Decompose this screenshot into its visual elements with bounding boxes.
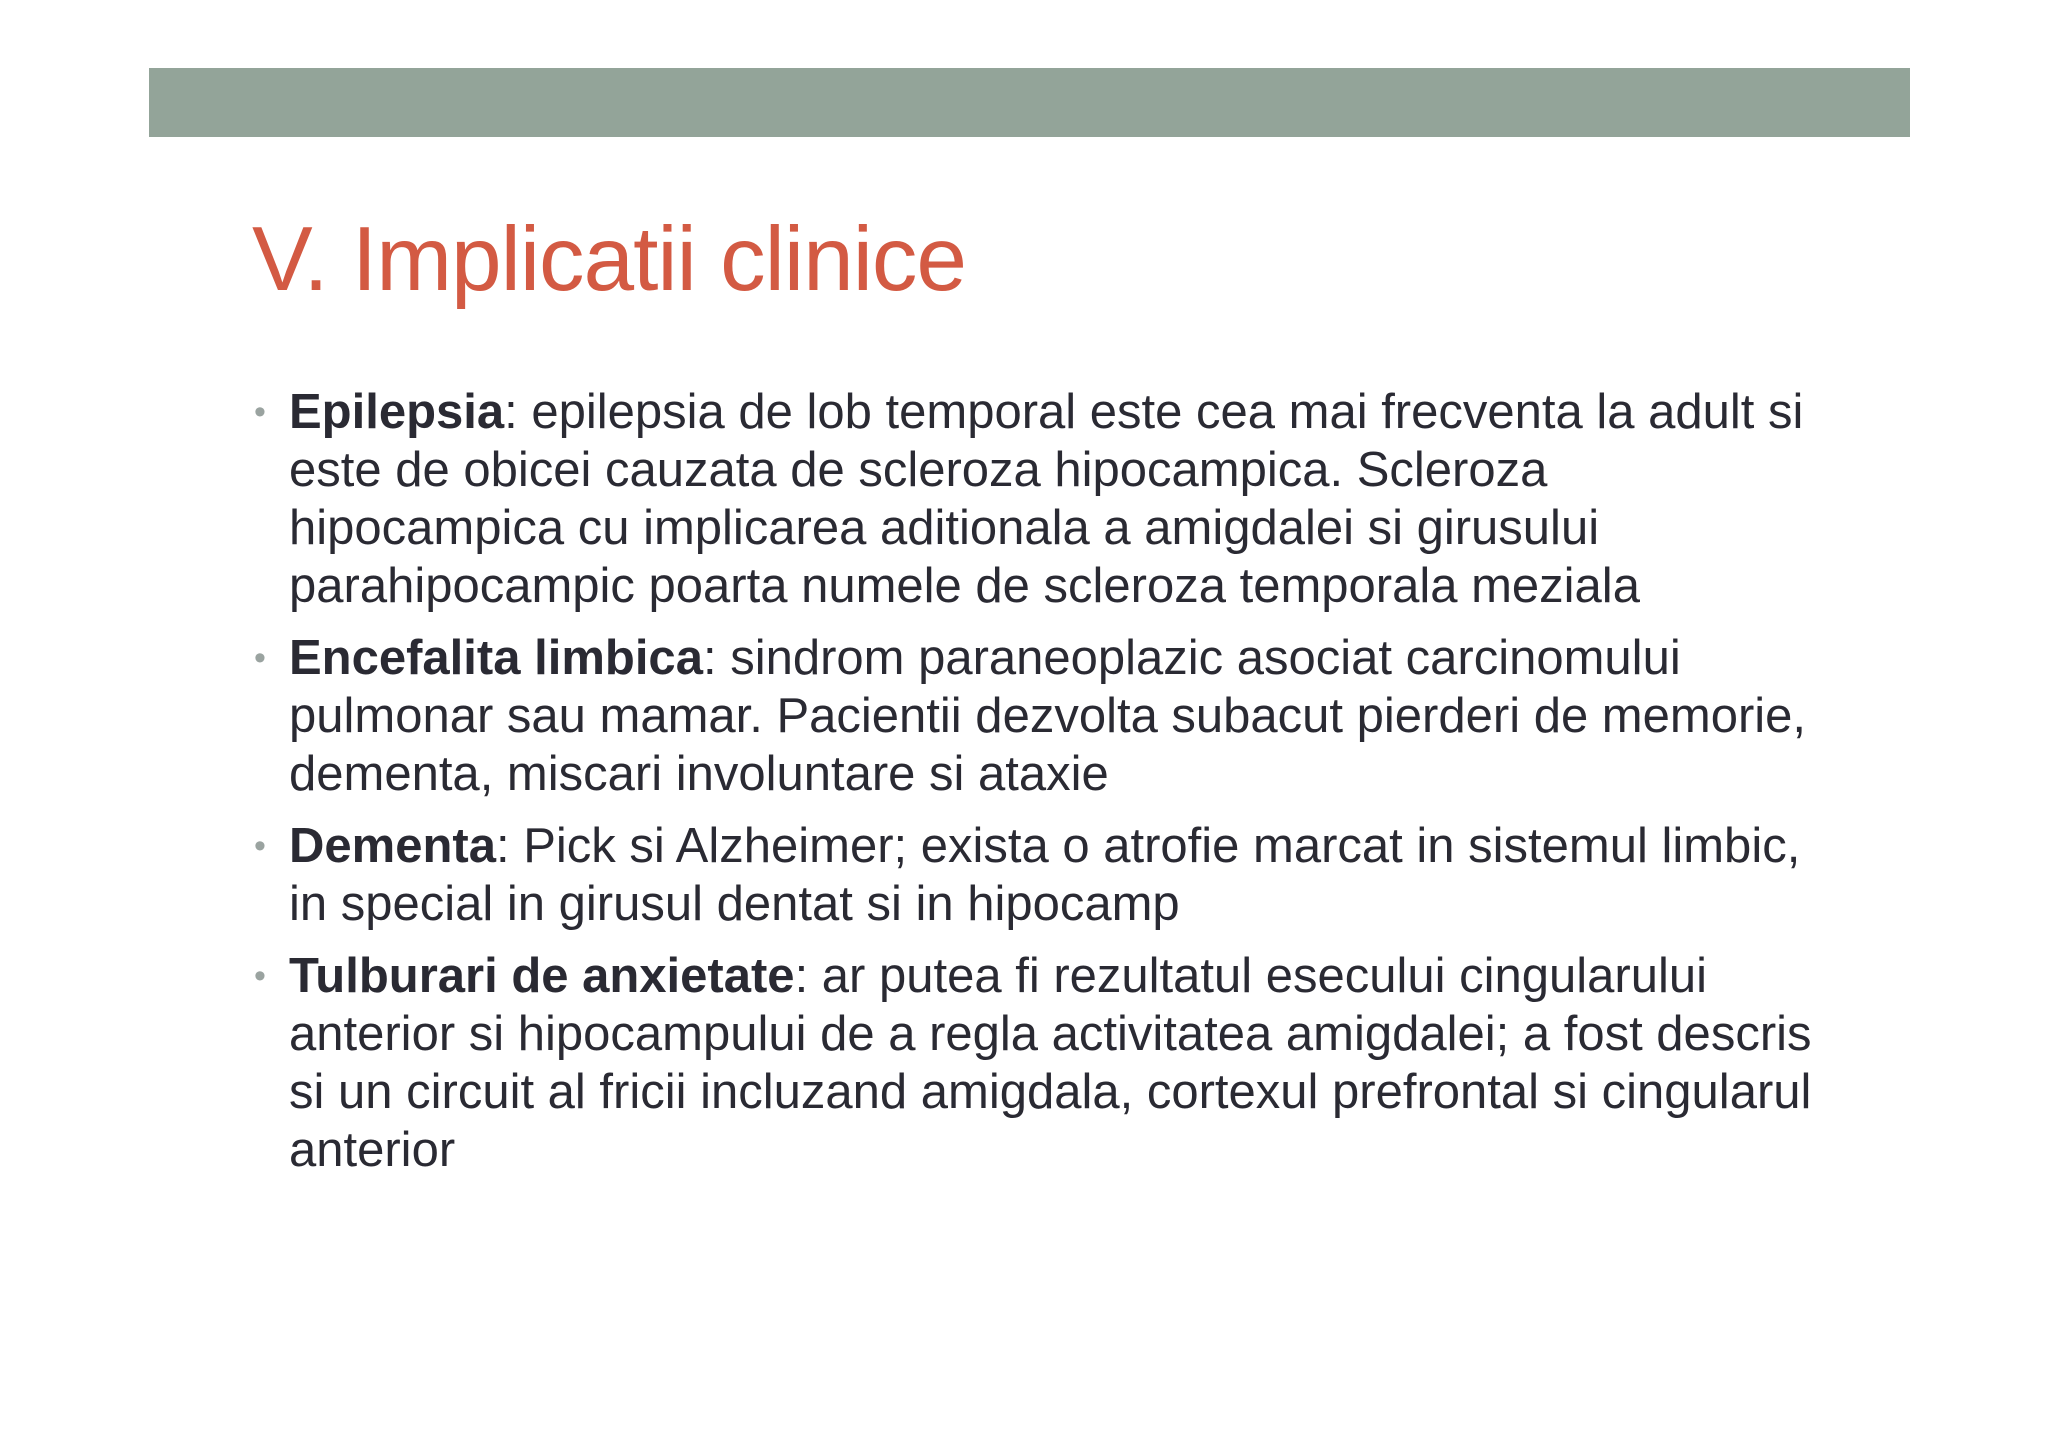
bullet-text: sindrom paraneoplazic asociat carcinomului pulmonar sau mamar. Pacientii dezvolta subacut pierderi de memorie, dementa, miscari involuntare si ataxie [289,631,1807,801]
bullet-term: Encefalita limbica [289,631,703,685]
bullet-item-dementa [252,817,1812,933]
bullet-separator: : [794,949,822,1003]
bullet-item-tulburari-de-anxietate [252,947,1812,1179]
bullet-list [252,383,1812,1193]
bullet-marker: • [254,639,266,677]
bullet-term: Dementa [289,819,496,873]
bullet-marker: • [254,393,266,431]
bullet-separator: : [504,385,532,439]
bullet-term: Tulburari de anxietate [289,949,795,1003]
bullet-separator: : [495,819,524,873]
bullet-term: Epilepsia [289,385,505,439]
header-bar [149,68,1910,137]
bullet-text: Pick si Alzheimer; exista o atrofie marcat in sistemul limbic, in special in girusul dentat si in hipocamp [289,819,1801,931]
slide-title: V. Implicatii clinice [252,209,967,310]
bullet-item-epilepsia [252,383,1812,615]
bullet-text: ar putea fi rezultatul esecului cingularului anterior si hipocampului de a regla activitatea amigdalei; a fost descris si un circuit al fricii incluzand amigdala, cortexul prefrontal si cingularul anterior [289,949,1812,1177]
bullet-separator: : [702,631,731,685]
bullet-text: epilepsia de lob temporal este cea mai frecventa la adult si este de obicei cauzata de scleroza hipocampica. Scleroza hipocampica cu implicarea aditionala a amigdalei si girusului parahipocampic poarta numele de scleroza temporala meziala [289,385,1804,613]
bullet-marker: • [254,827,266,865]
bullet-item-encefalita-limbica [252,629,1812,803]
bullet-marker: • [254,957,266,995]
